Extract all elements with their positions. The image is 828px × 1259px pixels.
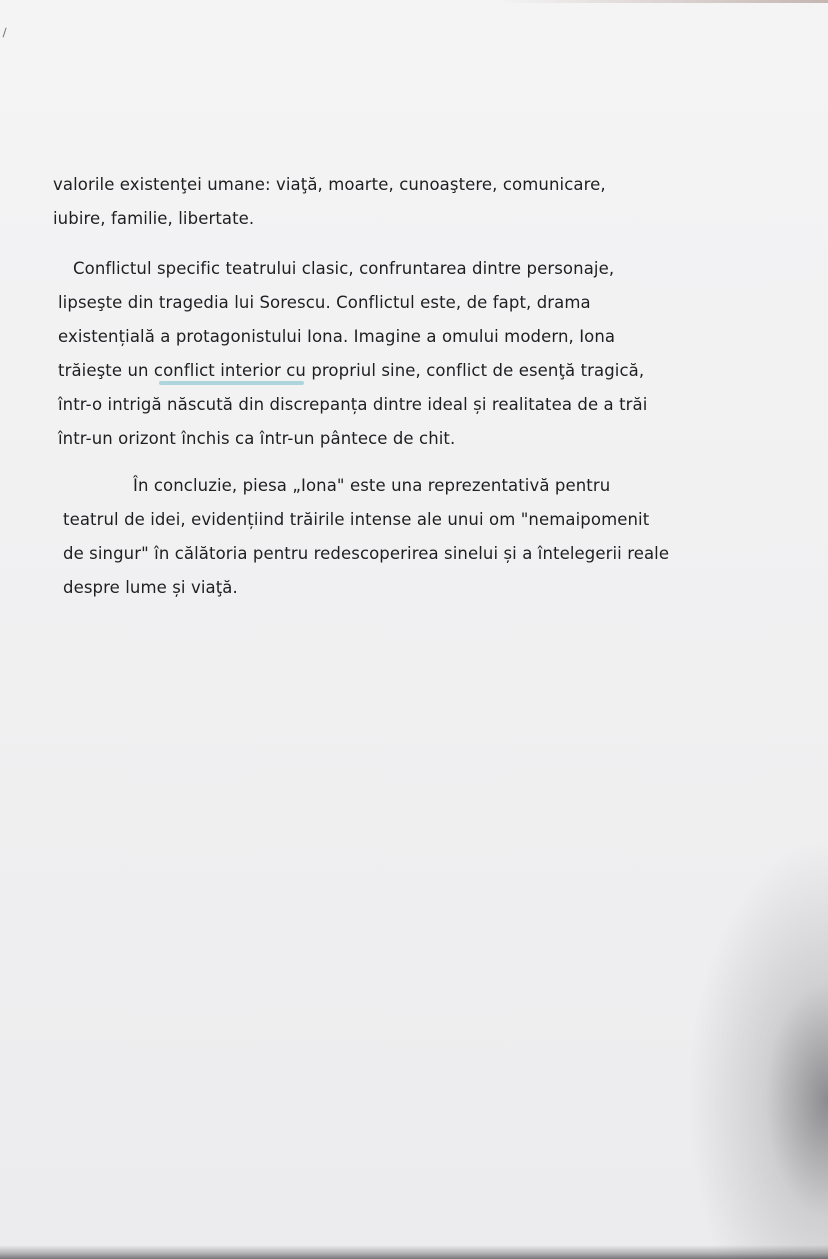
text-line: lipseşte din tragedia lui Sorescu. Conflictul este, de fapt, drama	[58, 293, 591, 312]
paper-top-edge	[0, 0, 828, 3]
text-line: valorile existenţei umane: viaţă, moarte, cunoaştere, comunicare,	[53, 175, 606, 194]
text-line: despre lume și viaţă.	[63, 578, 238, 597]
text-line: existențială a protagonistului Iona. Imagine a omului modern, Iona	[58, 327, 616, 346]
paragraph-conflict	[58, 252, 647, 456]
paragraph-conclusion	[63, 469, 669, 605]
text-line: teatrul de idei, evidențiind trăirile intense ale unui om "nemaipomenit	[63, 510, 650, 529]
paper-bottom-edge	[0, 1245, 828, 1259]
text-line: într-un orizont închis ca într-un pântece de chit.	[58, 429, 456, 448]
text-line: într-o intrigă născută din discrepanța dintre ideal și realitatea de a trăi	[58, 395, 648, 414]
pen-mark	[3, 28, 10, 39]
text-line: În concluzie, piesa „Iona" este una reprezentativă pentru	[133, 476, 611, 495]
text-line: Conflictul specific teatrului clasic, confruntarea dintre personaje,	[73, 259, 615, 278]
text-line: de singur" în călătoria pentru redescoperirea sinelui și a întelegerii reale	[63, 544, 670, 563]
paragraph-values	[53, 168, 606, 236]
highlighter-underline	[159, 381, 304, 385]
text-line: trăieşte un conflict interior cu propriul sine, conflict de esenţă tragică,	[58, 361, 645, 380]
text-line: iubire, familie, libertate.	[53, 209, 255, 228]
